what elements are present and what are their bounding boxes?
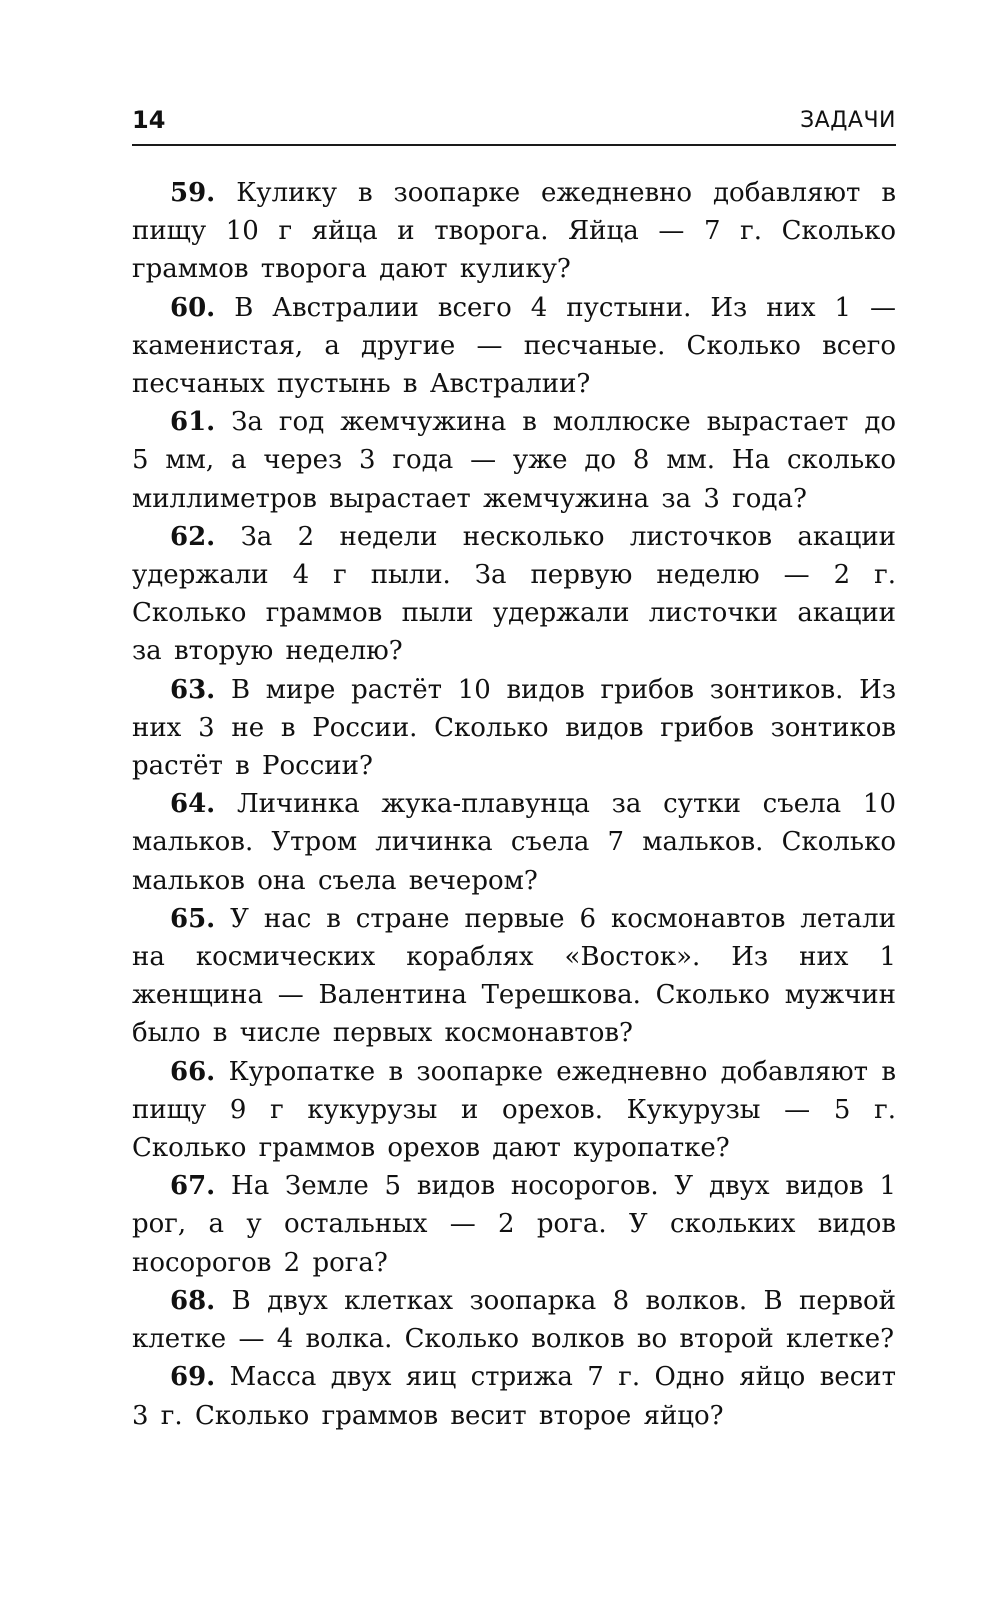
problem-number: 60. xyxy=(170,292,216,323)
problem-text: Масса двух яиц стрижа 7 г. Одно яйцо весит 3 г. Сколько граммов весит второе яйцо? xyxy=(132,1362,896,1431)
problem-67 xyxy=(132,1167,896,1282)
problem-text: За 2 недели несколько листочков акации удержали 4 г пыли. За первую неделю — 2 г. Сколько граммов пыли удержали листочки акации за вторую неделю? xyxy=(132,521,896,667)
problem-65 xyxy=(132,900,896,1053)
problem-text: Кулику в зоопарке ежедневно добавляют в пищу 10 г яйца и творога. Яйца — 7 г. Сколько граммов творога дают кулику? xyxy=(132,178,896,285)
problem-text: В Австралии всего 4 пустыни. Из них 1 — каменистая, а другие — песчаные. Сколько всего песчаных пустынь в Австралии? xyxy=(132,292,896,400)
problem-text: Личинка жука-плавунца за сутки съела 10 мальков. Утром личинка съела 7 мальков. Сколько мальков она съела вечером? xyxy=(132,789,896,896)
problem-64 xyxy=(132,785,896,900)
problem-text: Куропатке в зоопарке ежедневно добавляют в пищу 9 г кукурузы и орехов. Кукурузы — 5 г. Сколько граммов орехов дают куропатке? xyxy=(132,1056,897,1164)
problem-68 xyxy=(132,1282,896,1358)
problem-number: 59. xyxy=(170,178,216,208)
problem-text: За год жемчужина в моллюске вырастает до 5 мм, а через 3 года — уже до 8 мм. На сколько миллиметров вырастает жемчужина за 3 года? xyxy=(132,407,897,514)
problem-number: 69. xyxy=(170,1362,216,1393)
problem-59 xyxy=(132,174,896,289)
problem-text: В двух клетках зоопарка 8 волков. В первой клетке — 4 волка. Сколько волков во второй клетке? xyxy=(132,1285,896,1355)
problem-63 xyxy=(132,671,896,786)
page-header xyxy=(132,104,896,146)
problem-61 xyxy=(132,403,896,518)
problem-number: 63. xyxy=(170,674,216,705)
problem-60 xyxy=(132,289,896,404)
problem-list xyxy=(132,174,896,1435)
problem-number: 65. xyxy=(170,903,216,934)
problem-66 xyxy=(132,1053,896,1168)
problem-text: На Земле 5 видов носорогов. У двух видов 1 рог, а у остальных — 2 рога. У скольких видов носорогов 2 рога? xyxy=(132,1171,897,1278)
section-title: ЗАДАЧИ xyxy=(800,108,896,133)
page-number: 14 xyxy=(132,106,166,134)
problem-text: У нас в стране первые 6 космонавтов летали на космических кораблях «Восток». Из них 1 женщина — Валентина Терешкова. Сколько мужчин было в числе первых космонавтов? xyxy=(132,903,897,1049)
problem-text: В мире растёт 10 видов грибов зонтиков. Из них 3 не в России. Сколько видов грибов зонтиков растёт в России? xyxy=(132,674,897,782)
problem-number: 61. xyxy=(170,407,216,438)
problem-number: 64. xyxy=(170,789,216,820)
problem-62 xyxy=(132,518,896,671)
problem-69 xyxy=(132,1358,896,1434)
problem-number: 66. xyxy=(170,1056,216,1087)
problem-number: 67. xyxy=(170,1171,216,1202)
problem-number: 62. xyxy=(170,521,216,552)
problem-number: 68. xyxy=(170,1285,216,1316)
